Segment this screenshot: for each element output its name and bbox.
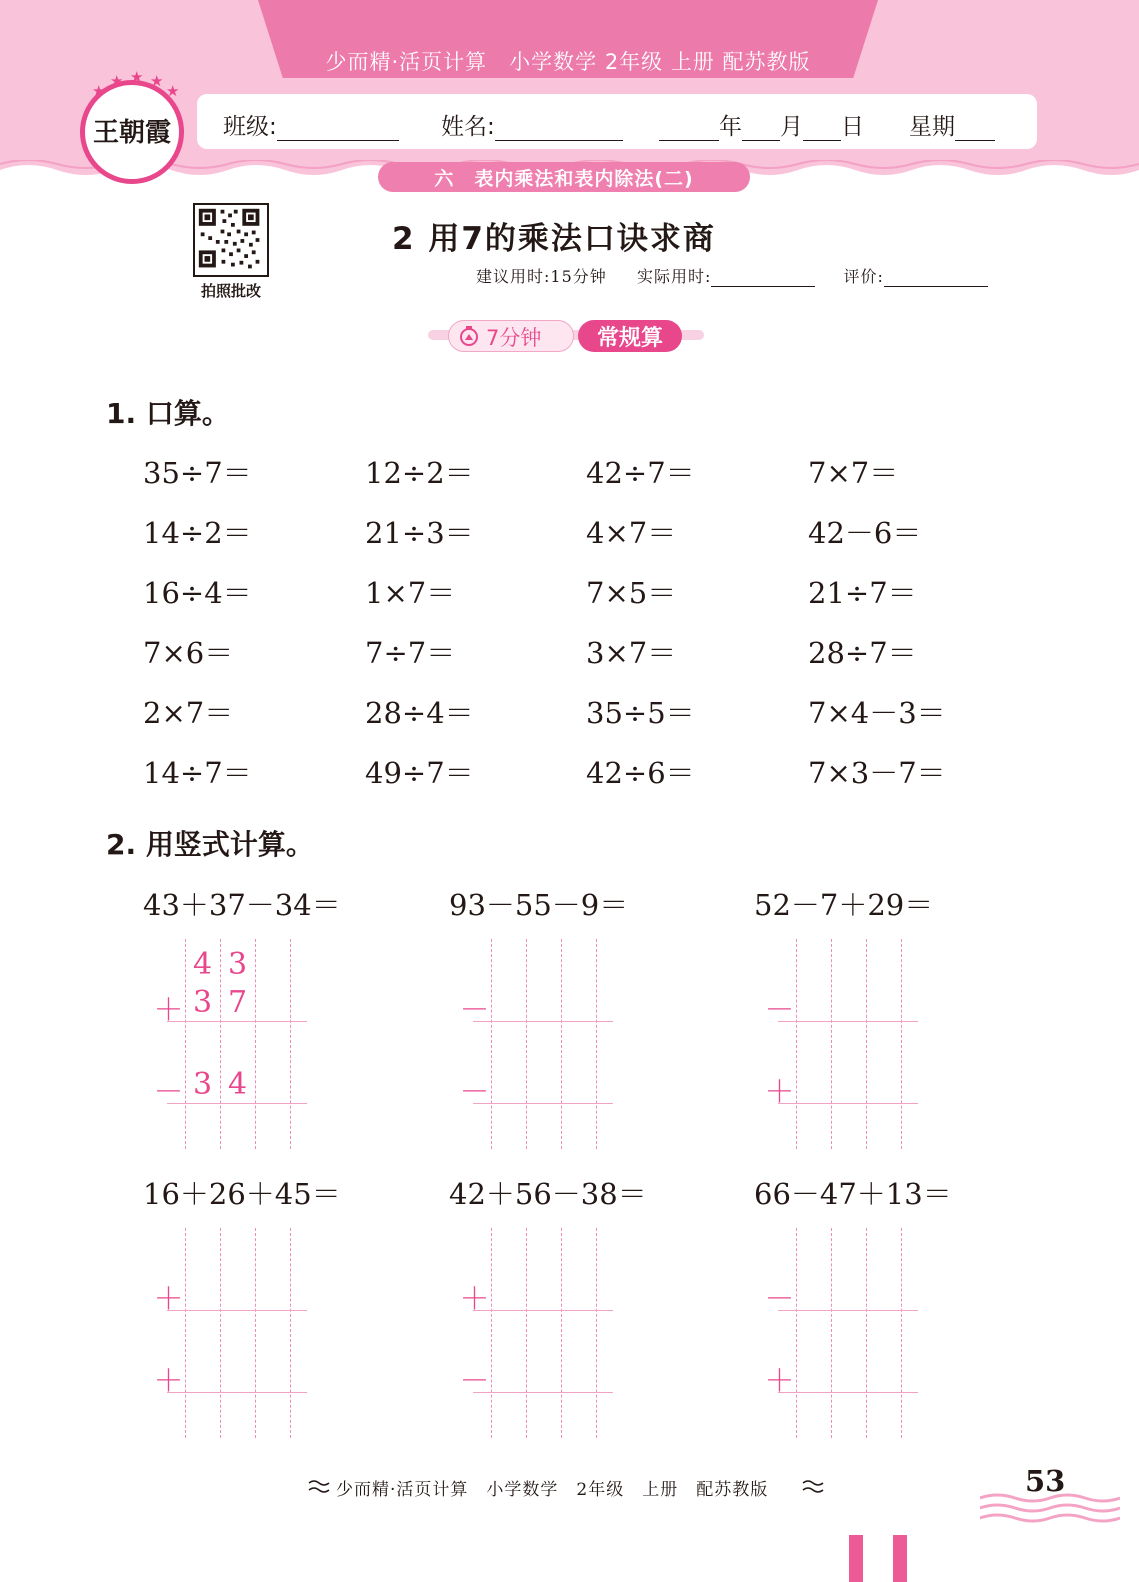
page-tab-mark-2 — [893, 1535, 907, 1582]
operator-sign: ＋ — [764, 1075, 795, 1110]
example-digit: 4 — [192, 947, 213, 982]
oral-problem: 42÷6＝ — [586, 756, 695, 790]
section2-title: 2. 用竖式计算。 — [106, 828, 314, 861]
oral-problem: 14÷7＝ — [143, 756, 252, 790]
rating-label: 评价: — [843, 267, 884, 286]
oral-problem: 3×7＝ — [586, 636, 677, 670]
suggested-time: 建议用时:15分钟 — [476, 267, 607, 286]
oral-problem: 42－6＝ — [808, 516, 922, 550]
oral-problem: 2×7＝ — [143, 696, 234, 730]
oral-problem: 4×7＝ — [586, 516, 677, 550]
answer-grid[interactable] — [778, 939, 918, 1149]
time-line — [476, 264, 988, 287]
example-digit: 4 — [227, 1067, 248, 1102]
oral-problem: 49÷7＝ — [365, 756, 474, 790]
oral-problem: 1×7＝ — [365, 576, 456, 610]
oral-problem: 7×3－7＝ — [808, 756, 946, 790]
class-label: 班级: — [223, 114, 277, 140]
operator-sign: ＋ — [153, 1364, 184, 1399]
weekday-field[interactable] — [909, 108, 995, 141]
section1-title: 1. 口算。 — [106, 397, 230, 430]
class-field[interactable] — [223, 108, 399, 141]
series-title: 少而精·活页计算 小学数学 2年级 上册 配苏教版 — [325, 50, 811, 74]
oral-problem: 28÷4＝ — [365, 696, 474, 730]
weekday-label: 星期 — [909, 114, 955, 140]
actual-time-blank[interactable] — [711, 266, 815, 287]
vertical-problem: 66－47＋13＝ — [754, 1177, 952, 1211]
answer-grid[interactable] — [473, 1228, 613, 1438]
day-label: 日 — [841, 114, 864, 140]
logo-text: 王朝霞 — [92, 118, 171, 148]
oral-problem: 42÷7＝ — [586, 456, 695, 490]
rating-blank[interactable] — [884, 266, 988, 287]
vertical-problem: 16＋26＋45＝ — [143, 1177, 341, 1211]
answer-grid[interactable] — [167, 1228, 307, 1438]
vertical-problem: 93－55－9＝ — [449, 888, 629, 922]
oral-problem: 12÷2＝ — [365, 456, 474, 490]
page-tab-mark-1 — [849, 1535, 863, 1582]
operator-sign: － — [459, 1075, 490, 1110]
operator-sign: ＋ — [459, 1282, 490, 1317]
answer-grid[interactable] — [778, 1228, 918, 1438]
operator-sign: － — [764, 1282, 795, 1317]
oral-problem: 16÷4＝ — [143, 576, 252, 610]
qr-code-icon[interactable] — [193, 203, 269, 277]
example-digit: 7 — [227, 985, 248, 1020]
type-badge-label: 常规算 — [596, 326, 663, 351]
oral-problem: 7÷7＝ — [365, 636, 456, 670]
actual-time-label: 实际用时: — [636, 267, 712, 286]
time-badge-label: 7分钟 — [486, 326, 542, 350]
oral-problem: 35÷5＝ — [586, 696, 695, 730]
operator-sign: － — [459, 993, 490, 1028]
oral-problem: 7×4－3＝ — [808, 696, 946, 730]
footer-wave-icon-right — [802, 1478, 824, 1496]
unit-title: 六 表内乘法和表内除法(二) — [434, 168, 694, 190]
vertical-problem: 42＋56－38＝ — [449, 1177, 647, 1211]
example-digit: 3 — [192, 985, 213, 1020]
lesson-title: 2 用7的乘法口诀求商 — [392, 221, 716, 257]
vertical-problem: 52－7＋29＝ — [754, 888, 934, 922]
page-number-waves — [980, 1492, 1120, 1532]
footer-series-text: 少而精·活页计算 小学数学 2年级 上册 配苏教版 — [336, 1480, 769, 1500]
oral-problem: 7×5＝ — [586, 576, 677, 610]
clock-icon — [458, 325, 480, 347]
operator-sign: ＋ — [764, 1364, 795, 1399]
year-label: 年 — [719, 114, 742, 140]
date-field[interactable] — [659, 108, 864, 141]
month-label: 月 — [780, 114, 803, 140]
oral-problem: 21÷3＝ — [365, 516, 474, 550]
vertical-problem: 43＋37－34＝ — [143, 888, 341, 922]
oral-problem: 14÷2＝ — [143, 516, 252, 550]
example-digit: 3 — [227, 947, 248, 982]
answer-grid[interactable] — [473, 939, 613, 1149]
qr-caption: 拍照批改 — [200, 282, 261, 300]
oral-problem: 21÷7＝ — [808, 576, 917, 610]
footer-wave-icon-left — [308, 1478, 330, 1496]
operator-sign: － — [459, 1364, 490, 1399]
operator-sign: ＋ — [153, 1282, 184, 1317]
oral-problem: 7×7＝ — [808, 456, 899, 490]
oral-problem: 35÷7＝ — [143, 456, 252, 490]
example-digit: ＋ — [153, 993, 184, 1028]
page-number: 53 — [1025, 1464, 1066, 1498]
example-digit: 3 — [192, 1067, 213, 1102]
oral-problem: 7×6＝ — [143, 636, 234, 670]
operator-sign: － — [764, 993, 795, 1028]
name-label: 姓名: — [441, 114, 495, 140]
name-field[interactable] — [441, 108, 623, 141]
example-digit: － — [153, 1075, 184, 1110]
oral-problem: 28÷7＝ — [808, 636, 917, 670]
